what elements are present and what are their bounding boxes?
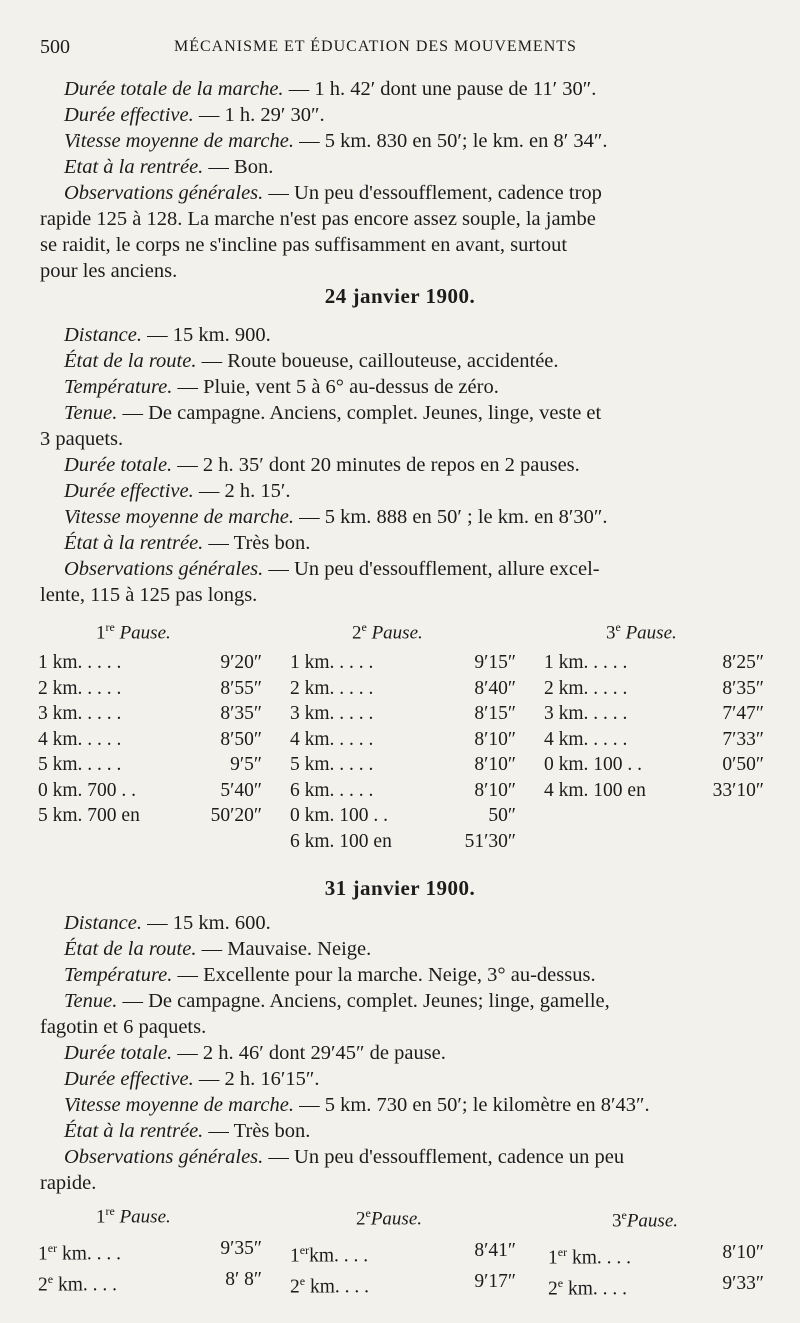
running-title: MÉCANISME ET ÉDUCATION DES MOUVEMENTS — [174, 38, 577, 55]
section2-line: Durée totale. — 2 h. 46′ dont 29′45″ de pause. — [64, 1042, 446, 1064]
split-row: 2 km. . . . . 8′35″ — [544, 677, 764, 699]
section1-line: État à la rentrée. — Très bon. — [64, 532, 311, 554]
section1-line: Observations générales. — Un peu d'essoufflement, allure excel- — [64, 558, 600, 580]
section2-line: État à la rentrée. — Très bon. — [64, 1120, 311, 1142]
section1-line: 3 paquets. — [40, 428, 124, 450]
section2-line: Durée effective. — 2 h. 16′15″. — [64, 1068, 320, 1090]
split-row: 4 km. . . . . 8′50″ — [38, 728, 262, 750]
split-row: 3 km. . . . . 8′35″ — [38, 703, 262, 724]
intro-line: Etat à la rentrée. — Bon. — [64, 156, 274, 178]
split-row: 2e km. . . . 9′33″ — [548, 1273, 764, 1300]
page-number: 500 — [40, 36, 70, 58]
split-row: 6 km. . . . . 8′10″ — [290, 779, 516, 801]
intro-line: Durée totale de la marche. — 1 h. 42′ dont une pause de 11′ 30″. — [64, 78, 597, 100]
split-row: 1er km. . . . 8′10″ — [548, 1242, 764, 1269]
section1-line: lente, 115 à 125 pas longs. — [40, 584, 258, 606]
split-row: 1erkm. . . . 8′41″ — [290, 1240, 516, 1267]
split-row: 2 km. . . . . 8′55″ — [38, 677, 262, 699]
section-heading-31-janvier: 31 janvier 1900. — [324, 876, 476, 900]
split-row: 0 km. 700 . . 5′40″ — [38, 779, 262, 801]
section2-line: Observations générales. — Un peu d'essoufflement, cadence un peu — [64, 1146, 625, 1168]
split-row: 3 km. . . . . 7′47″ — [544, 703, 764, 724]
intro-line: Observations générales. — Un peu d'essoufflement, cadence trop — [64, 182, 602, 204]
section2-line: Tenue. — De campagne. Anciens, complet. Jeunes; linge, gamelle, — [64, 990, 610, 1012]
split-row: 5 km. . . . . 9′5″ — [38, 754, 262, 775]
section1-line: Température. — Pluie, vent 5 à 6° au-dessus de zéro. — [64, 376, 499, 398]
pause-header-2: 2e Pause. — [352, 620, 423, 644]
pause-column-3 — [544, 650, 764, 803]
split-row: 2e km. . . . 9′17″ — [290, 1271, 516, 1298]
section1-line: Distance. — 15 km. 900. — [64, 324, 271, 346]
pause-header-1: 1re Pause. — [96, 620, 171, 644]
section1-line: Tenue. — De campagne. Anciens, complet. Jeunes, linge, veste et — [64, 402, 602, 424]
section1-line: État de la route. — Route boueuse, caillouteuse, accidentée. — [64, 350, 559, 372]
intro-line: se raidit, le corps ne s'incline pas suffisamment en avant, surtout — [40, 234, 568, 256]
pause-header-3: 3ePause. — [612, 1208, 679, 1232]
pause-header-3: 3e Pause. — [606, 620, 677, 644]
split-row: 0 km. 100 . . 0′50″ — [544, 754, 764, 775]
split-row: 2 km. . . . . 8′40″ — [290, 677, 516, 699]
section2-line: État de la route. — Mauvaise. Neige. — [64, 938, 372, 960]
pause-column-2 — [290, 650, 516, 854]
pause-column-1 — [38, 1236, 262, 1298]
intro-block — [40, 76, 764, 284]
section2-line: Distance. — 15 km. 600. — [64, 912, 271, 934]
split-row: 5 km. 700 en 50′20″ — [38, 805, 262, 826]
pause-column-1 — [38, 650, 262, 829]
split-row: 2e km. . . . 8′ 8″ — [38, 1269, 262, 1296]
section1-line: Durée totale. — 2 h. 35′ dont 20 minutes de repos en 2 pauses. — [64, 454, 580, 476]
section2-line: fagotin et 6 paquets. — [40, 1016, 207, 1038]
split-row: 3 km. . . . . 8′15″ — [290, 703, 516, 724]
section2-line: rapide. — [40, 1172, 97, 1194]
intro-line: Durée effective. — 1 h. 29′ 30″. — [64, 104, 325, 126]
split-row: 4 km. . . . . 7′33″ — [544, 728, 764, 750]
intro-line: Vitesse moyenne de marche. — 5 km. 830 en 50′; le km. en 8′ 34″. — [64, 130, 608, 152]
section2-block — [40, 910, 764, 1196]
pause-header-2: 2ePause. — [356, 1206, 423, 1230]
split-row: 1 km. . . . . 9′15″ — [290, 652, 516, 673]
pause-column-3 — [548, 1240, 764, 1302]
section2-line: Température. — Excellente pour la marche. Neige, 3° au-dessus. — [64, 964, 596, 986]
split-row: 0 km. 100 . . 50″ — [290, 805, 516, 826]
section-heading-24-janvier: 24 janvier 1900. — [324, 284, 476, 308]
split-row: 6 km. 100 en 51′30″ — [290, 830, 516, 852]
intro-line: rapide 125 à 128. La marche n'est pas encore assez souple, la jambe — [40, 208, 596, 230]
section1-line: Vitesse moyenne de marche. — 5 km. 888 en 50′ ; le km. en 8′30″. — [64, 506, 608, 528]
section1-line: Durée effective. — 2 h. 15′. — [64, 480, 291, 502]
split-row: 1 km. . . . . 9′20″ — [38, 652, 262, 673]
split-row: 5 km. . . . . 8′10″ — [290, 754, 516, 775]
section1-block — [40, 322, 764, 608]
split-row: 4 km. . . . . 8′10″ — [290, 728, 516, 750]
running-header — [40, 32, 760, 64]
section2-line: Vitesse moyenne de marche. — 5 km. 730 en 50′; le kilomètre en 8′43″. — [64, 1094, 650, 1116]
intro-line: pour les anciens. — [40, 260, 178, 282]
pause-header-1: 1re Pause. — [96, 1204, 171, 1228]
split-row: 4 km. 100 en 33′10″ — [544, 779, 764, 801]
split-row: 1 km. . . . . 8′25″ — [544, 652, 764, 673]
split-row: 1er km. . . . 9′35″ — [38, 1238, 262, 1265]
pause-column-2 — [290, 1238, 516, 1300]
